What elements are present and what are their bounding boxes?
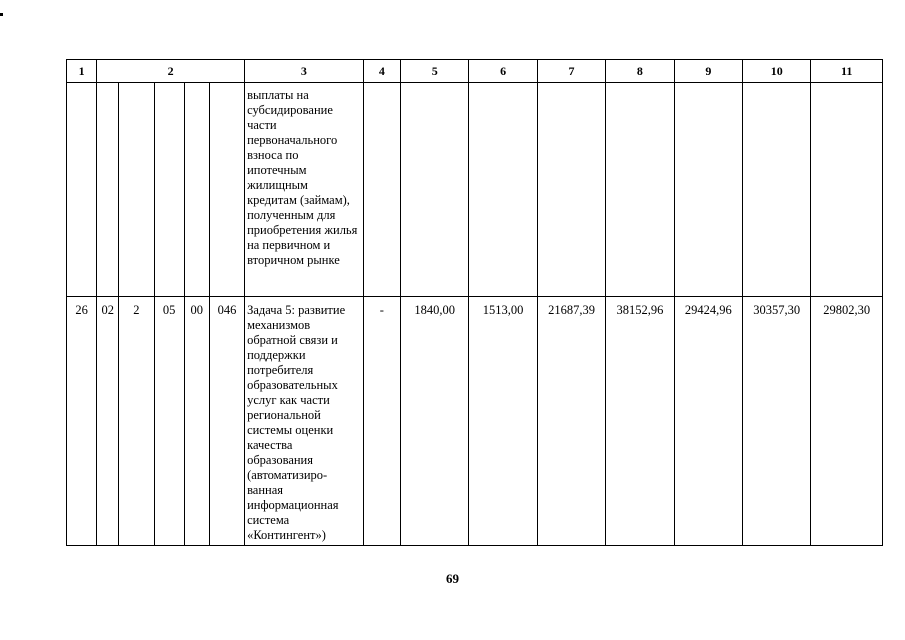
value-cell: 29424,96 (674, 297, 742, 546)
header-col-9: 9 (674, 60, 742, 83)
header-col-11: 11 (811, 60, 883, 83)
header-col-4: 4 (363, 60, 400, 83)
value-cell: 29802,30 (811, 297, 883, 546)
code-cell: 05 (154, 297, 184, 546)
header-col-8: 8 (606, 60, 674, 83)
scan-mark (0, 13, 3, 16)
table-header-row (67, 60, 883, 83)
value-cell: 21687,39 (537, 297, 605, 546)
value-cell: 30357,30 (743, 297, 811, 546)
code-cell: 2 (119, 297, 154, 546)
value-cell: 1513,00 (469, 297, 537, 546)
table-row (67, 297, 883, 546)
page-number: 69 (446, 571, 459, 586)
header-col-5: 5 (401, 60, 469, 83)
header-col-3: 3 (245, 60, 364, 83)
header-col-1: 1 (67, 60, 97, 83)
header-col-6: 6 (469, 60, 537, 83)
header-col-2: 2 (97, 60, 245, 83)
code-cell: 02 (97, 297, 119, 546)
value-cell: 1840,00 (401, 297, 469, 546)
code-cell: 00 (184, 297, 209, 546)
header-col-10: 10 (743, 60, 811, 83)
code-cell: 046 (209, 297, 244, 546)
code-cell: 26 (67, 297, 97, 546)
table-row (67, 83, 883, 297)
row2-description: Задача 5: развитие механизмов обратной связи и поддержки потребителя образовательных услуг как части региональной системы оценки качества образования (автоматизиро-ванная информационная система «Контингент») (245, 297, 364, 546)
value-cell: 38152,96 (606, 297, 674, 546)
budget-table (66, 59, 883, 546)
header-col-7: 7 (537, 60, 605, 83)
col4-cell: - (363, 297, 400, 546)
row1-description: выплаты на субсидирование части первоначального взноса по ипотечным жилищным кредитам (займам), полученным для приобретения жилья на первичном и вторичном рынке (245, 83, 364, 297)
